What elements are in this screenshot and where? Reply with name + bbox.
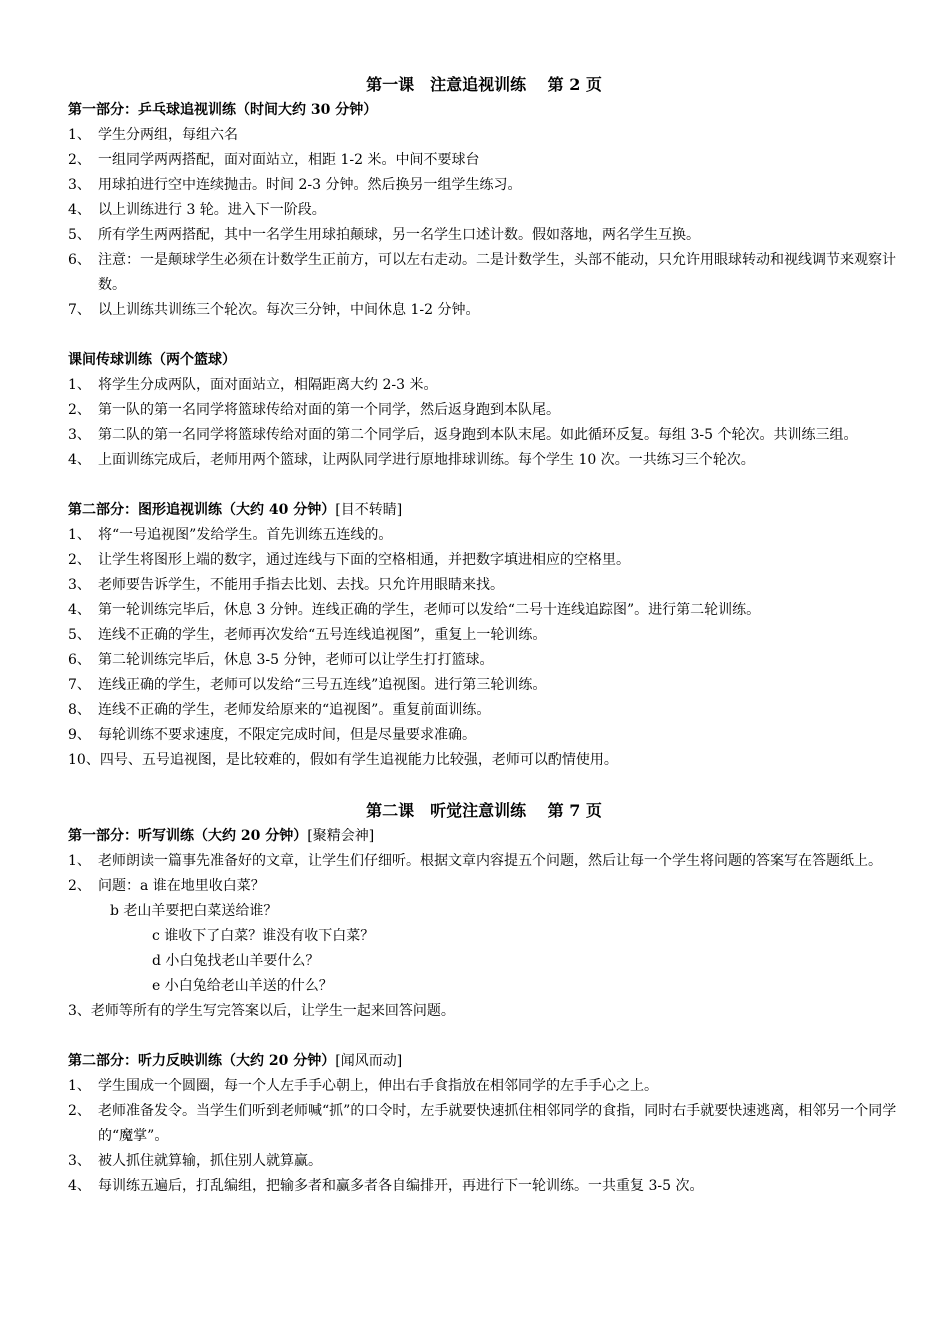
list-item — [68, 523, 900, 548]
item-text: 学生分两组，每组六名 — [98, 127, 238, 143]
heading-tag: [目不转睛] — [335, 502, 403, 518]
heading-text: 第二部分：图形追视训练（大约 40 分钟） — [68, 502, 336, 518]
list-item — [68, 248, 900, 298]
list-item — [68, 874, 900, 899]
item-text: 将学生分成两队，面对面站立，相隔距离大约 2-3 米。 — [98, 377, 438, 393]
item-text: 问题：a 谁在地里收白菜？ — [98, 878, 265, 894]
lesson2-part1-list — [68, 849, 900, 1024]
list-item — [68, 1099, 900, 1149]
item-text: 让学生将图形上端的数字，通过连线与下面的空格相通，并把数字填进相应的空格里。 — [98, 552, 630, 568]
spacer — [68, 773, 900, 798]
list-item — [68, 548, 900, 573]
lesson1-part2-heading — [68, 498, 900, 523]
spacer — [68, 473, 900, 498]
item-number: 3、 — [68, 177, 91, 193]
list-item — [68, 123, 900, 148]
item-text: 老师准备发令。当学生们听到老师喊“抓”的口令时，左手就要快速抓住相邻同学的食指，同时右手就要快速逃离，相邻另一个同学的“魔掌”。 — [98, 1103, 897, 1144]
list-item — [68, 598, 900, 623]
item-text: 老师朗读一篇事先准备好的文章，让学生们仔细听。根据文章内容提五个问题，然后让每一个学生将问题的答案写在答题纸上。 — [98, 853, 882, 869]
list-item — [68, 648, 900, 673]
lesson1-interlude-heading: 课间传球训练（两个篮球） — [68, 352, 236, 368]
heading-text: 第一部分：听写训练（大约 20 分钟） — [68, 828, 308, 844]
list-item — [68, 1149, 900, 1174]
item-text: 以上训练进行 3 轮。进入下一阶段。 — [98, 202, 326, 218]
item-text: 所有学生两两搭配，其中一名学生用球拍颠球，另一名学生口述计数。假如落地，两名学生互换。 — [98, 227, 700, 243]
item-text: 以上训练共训练三个轮次。每次三分钟，中间休息 1-2 分钟。 — [98, 302, 480, 318]
list-item — [68, 223, 900, 248]
lesson2-part2-list — [68, 1074, 900, 1199]
item-text: 连线不正确的学生，老师发给原来的“追视图”。重复前面训练。 — [98, 702, 491, 718]
question-e: e 小白兔给老山羊送的什么？ — [152, 978, 333, 994]
item-text: 第二队的第一名同学将篮球传给对面的第二个同学后，返身跑到本队末尾。如此循环反复。每组 3-5 个轮次。共训练三组。 — [98, 427, 858, 443]
item-number: 4、 — [68, 202, 91, 218]
question-d: d 小白兔找老山羊要什么？ — [152, 953, 320, 969]
list-item — [68, 698, 900, 723]
item-number: 2、 — [68, 552, 91, 568]
item-number: 8、 — [68, 702, 91, 718]
item-text: 学生围成一个圆圈，每一个人左手手心朝上，伸出右手食指放在相邻同学的左手手心之上。 — [98, 1078, 658, 1094]
item-text: 连线不正确的学生，老师再次发给“五号连线追视图”，重复上一轮训练。 — [98, 627, 547, 643]
item-text: 将“一号追视图”发给学生。首先训练五连线的。 — [98, 527, 393, 543]
question-c: c 谁收下了白菜？谁没有收下白菜？ — [152, 928, 375, 944]
item-number: 1、 — [68, 127, 91, 143]
lesson2-title: 第二课 听觉注意训练 第 7 页 — [366, 801, 602, 820]
item-number: 7、 — [68, 677, 91, 693]
list-item — [68, 148, 900, 173]
spacer — [68, 323, 900, 348]
list-item — [68, 198, 900, 223]
item-number: 6、 — [68, 652, 91, 668]
item-number: 5、 — [68, 227, 91, 243]
list-item — [68, 623, 900, 648]
list-item — [68, 673, 900, 698]
lesson1-part1-heading: 第一部分：乒乓球追视训练（时间大约 30 分钟） — [68, 102, 378, 118]
item-text: 连线正确的学生，老师可以发给“三号五连线”追视图。进行第三轮训练。 — [98, 677, 547, 693]
heading-tag: [闻风而动] — [335, 1053, 403, 1069]
item-number: 1、 — [68, 377, 91, 393]
item-number: 1、 — [68, 527, 91, 543]
item-number: 10、 — [68, 752, 100, 768]
list-item — [68, 398, 900, 423]
item-text: 一组同学两两搭配，面对面站立，相距 1-2 米。中间不要球台 — [98, 152, 480, 168]
item-number: 9、 — [68, 727, 91, 743]
lesson1-part2-list — [68, 523, 900, 773]
item-text: 上面训练完成后，老师用两个篮球，让两队同学进行原地排球训练。每个学生 10 次。一共练习三个轮次。 — [98, 452, 755, 468]
list-item — [68, 573, 900, 598]
item-text: 四号、五号追视图，是比较难的，假如有学生追视能力比较强，老师可以酌情使用。 — [99, 752, 618, 768]
lesson1-title: 第一课 注意追视训练 第 2 页 — [366, 75, 602, 94]
item-number: 2、 — [68, 878, 91, 894]
item-number: 3、 — [68, 427, 91, 443]
lesson1-interlude-list — [68, 373, 900, 473]
item-text: 注意：一是颠球学生必须在计数学生正前方，可以左右走动。二是计数学生，头部不能动，只允许用眼球转动和视线调节来观察计数。 — [98, 252, 896, 293]
item-number: 2、 — [68, 1103, 91, 1119]
heading-tag: [聚精会神] — [307, 828, 375, 844]
list-item — [68, 298, 900, 323]
item-number: 2、 — [68, 402, 91, 418]
item-number: 5、 — [68, 627, 91, 643]
lesson2-part2-heading — [68, 1049, 900, 1074]
list-item: 3、老师等所有的学生写完答案以后，让学生一起来回答问题。 — [68, 1003, 455, 1019]
item-text: 被人抓住就算输，抓住别人就算赢。 — [98, 1153, 322, 1169]
item-number: 6、 — [68, 252, 91, 268]
list-item — [68, 1174, 900, 1199]
item-number: 4、 — [68, 1178, 91, 1194]
item-number: 3、 — [68, 1153, 91, 1169]
item-text: 老师要告诉学生，不能用手指去比划、去找。只允许用眼睛来找。 — [98, 577, 504, 593]
list-item — [68, 849, 900, 874]
item-number: 2、 — [68, 152, 91, 168]
list-item — [68, 723, 900, 748]
item-text: 每轮训练不要求速度，不限定完成时间，但是尽量要求准确。 — [98, 727, 476, 743]
list-item — [68, 423, 900, 448]
item-text: 第一轮训练完毕后，休息 3 分钟。连线正确的学生，老师可以发给“二号十连线追踪图”。进行第二轮训练。 — [98, 602, 761, 618]
item-number: 7、 — [68, 302, 91, 318]
item-text: 第一队的第一名同学将篮球传给对面的第一个同学，然后返身跑到本队尾。 — [98, 402, 560, 418]
heading-text: 第二部分：听力反映训练（大约 20 分钟） — [68, 1053, 336, 1069]
lesson2-part1-heading — [68, 824, 900, 849]
list-item — [68, 1074, 900, 1099]
item-number: 1、 — [68, 1078, 91, 1094]
list-item — [68, 173, 900, 198]
lesson1-part1-list — [68, 123, 900, 323]
item-text: 用球拍进行空中连续抛击。时间 2-3 分钟。然后换另一组学生练习。 — [98, 177, 522, 193]
item-text: 每训练五遍后，打乱编组，把输多者和赢多者各自编排开，再进行下一轮训练。一共重复 3-5 次。 — [98, 1178, 704, 1194]
item-number: 4、 — [68, 602, 91, 618]
spacer — [68, 1024, 900, 1049]
question-b: b 老山羊要把白菜送给谁？ — [110, 903, 278, 919]
list-item — [68, 373, 900, 398]
list-item — [68, 748, 900, 773]
item-number: 3、 — [68, 577, 91, 593]
list-item — [68, 448, 900, 473]
item-number: 4、 — [68, 452, 91, 468]
item-text: 第二轮训练完毕后，休息 3-5 分钟，老师可以让学生打打篮球。 — [98, 652, 494, 668]
item-number: 1、 — [68, 853, 91, 869]
